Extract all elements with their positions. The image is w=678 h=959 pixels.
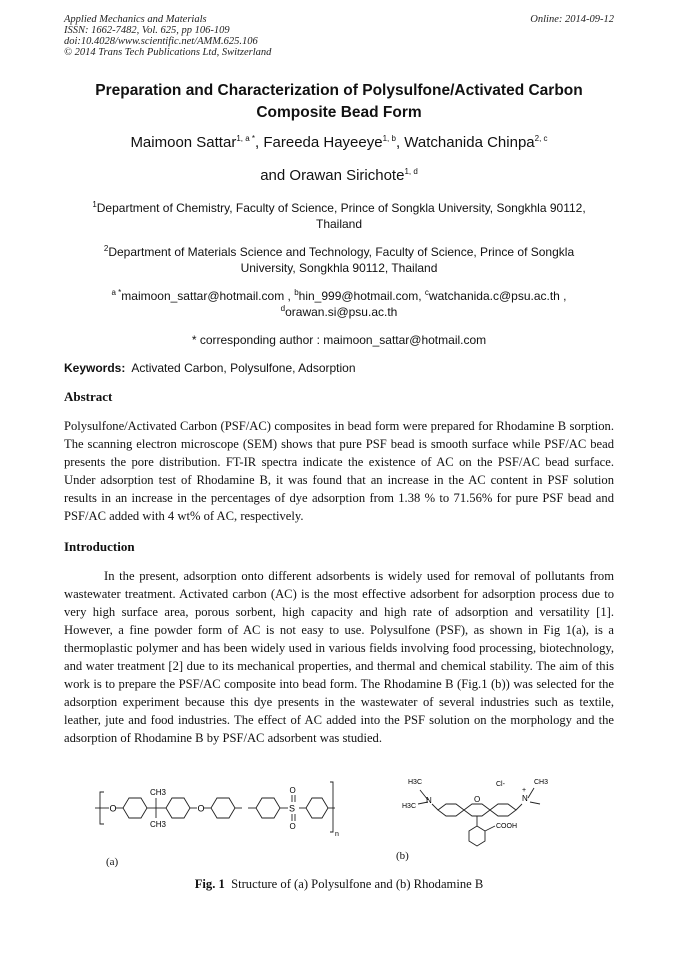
authors-line-2 — [40, 166, 638, 186]
keywords — [64, 360, 356, 376]
affiliation-text: Department of Chemistry, Faculty of Science, Prince of Songkla University, Songkhla 90112, — [96, 201, 586, 215]
email-sup: b — [294, 288, 299, 297]
abstract-text: Polysulfone/Activated Carbon (PSF/AC) composites in bead form were prepared for Rhodamine B sorption. The scanning electron microscope (SEM) shows that pure PSF bead is smooth surface while PSF/AC bead presents the pore distribution. FT-IR spectra indicate the existence of AC on the PSF/AC bead surface. Under adsorption test of Rhodamine B, it was found that an increase in the AC content in PSF solution results in an increase in the percentages of dye adsorption from 1.38 % to 71.56% for pure PSF bead and PSF/AC added with 4 wt% of AC, respectively. — [64, 419, 614, 523]
abstract-heading: Abstract — [64, 389, 113, 404]
paper-title — [40, 80, 638, 124]
keywords-label: Keywords: — [64, 361, 126, 375]
rhb-atom: N — [426, 796, 432, 805]
email-a: maimoon_sattar@hotmail.com , — [121, 289, 291, 303]
psf-atom: O — [289, 786, 296, 795]
psf-atom: O — [197, 803, 205, 814]
rhb-atom: CH3 — [534, 779, 549, 786]
rhb-atom: N — [522, 794, 528, 803]
title-line-2: Composite Bead Form — [256, 104, 422, 121]
journal-name: Applied Mechanics and Materials — [64, 14, 207, 25]
author-sup: 2, c — [534, 134, 548, 143]
doi: doi:10.4028/www.scientific.net/AMM.625.106 — [64, 36, 258, 47]
rhb-atom: H3C — [408, 779, 423, 786]
email-b: hin_999@hotmail.com, — [298, 289, 422, 303]
email-sup: a * — [111, 288, 122, 297]
online-date: Online: 2014-09-12 — [530, 14, 614, 25]
psf-atom: CH3 — [150, 820, 167, 829]
affiliation-2 — [40, 244, 638, 276]
figure-label-b: (b) — [396, 850, 409, 862]
rhb-atom: Cl- — [496, 781, 505, 788]
figure-caption-label: Fig. 1 — [194, 877, 225, 891]
title-line-1: Preparation and Characterization of Polysulfone/Activated Carbon — [95, 82, 583, 99]
figure-caption — [64, 877, 614, 892]
affiliation-text: Department of Materials Science and Technology, Faculty of Science, Prince of Songkla — [108, 245, 575, 259]
rhodamine-b-structure — [398, 772, 568, 864]
author-name: and Orawan Sirichote — [260, 167, 405, 184]
affiliation-sup: 1 — [92, 200, 97, 209]
emails — [40, 288, 638, 320]
psf-atom: O — [109, 803, 117, 814]
keywords-text: Activated Carbon, Polysulfone, Adsorption — [131, 361, 356, 375]
affiliation-1 — [40, 200, 638, 232]
introduction-heading: Introduction — [64, 539, 135, 554]
psf-atom: CH3 — [150, 788, 167, 797]
introduction-text: In the present, adsorption onto different adsorbents is widely used for removal of pollutants from wastewater treatment. Activated carbon (AC) is the most effective adsorbent for adsorption process due to very high surface area, porous sorbent, high capacity and high rate of adsorption and versatility [1]. However, a fine powder form of AC is not easy to use. Polysulfone (PSF), as shown in Fig 1(a), is a thermoplastic polymer and has been widely used in various fields involving food processing, biotechnology, and water treatment [2] due to its mechanical properties, and thermal and chemical stability. The aim of this work is to prepare the PSF/AC composite into bead form. The Rhodamine B (Fig.1 (b)) was selected for the adsorption experiment because this dye presents in the wastewater of several industries such as textile, leather, jute and food industries. The effect of AC added into the PSF solution on the morphology and the adsorption of Rhodamine B by PSF/AC adsorbent was studied. — [64, 569, 614, 745]
authors-line-1 — [40, 133, 638, 153]
email-sup: c — [424, 288, 429, 297]
author-sup: 1, a * — [236, 134, 256, 143]
affiliation-text: Thailand — [315, 217, 363, 231]
rhb-atom: COOH — [496, 823, 517, 830]
copyright: © 2014 Trans Tech Publications Ltd, Switzerland — [64, 47, 272, 58]
polysulfone-structure — [92, 778, 338, 840]
email-d: orawan.si@psu.ac.th — [285, 305, 398, 319]
author-sup: 1, d — [404, 167, 418, 176]
author-sup: 1, b — [382, 134, 396, 143]
email-sup: d — [280, 304, 286, 313]
issn: ISSN: 1662-7482, Vol. 625, pp 106-109 — [64, 25, 230, 36]
author-name: , Watchanida Chinpa — [395, 134, 535, 151]
email-c: watchanida.c@psu.ac.th , — [428, 289, 567, 303]
affiliation-text: University, Songkhla 90112, Thailand — [240, 261, 438, 275]
corresponding-author: * corresponding author : maimoon_sattar@hotmail.com — [191, 333, 487, 347]
psf-atom: S — [289, 803, 296, 814]
rhb-atom: O — [474, 795, 481, 804]
psf-atom: O — [289, 822, 296, 831]
author-name: , Fareeda Hayeeye — [255, 134, 383, 151]
rhb-atom: + — [522, 787, 527, 794]
psf-atom: n — [335, 831, 339, 838]
rhb-atom: H3C — [402, 803, 417, 810]
figure-label-a: (a) — [106, 856, 119, 868]
figure-caption-text: Structure of (a) Polysulfone and (b) Rhodamine B — [231, 877, 484, 891]
affiliation-sup: 2 — [103, 244, 109, 253]
author-name: Maimoon Sattar — [130, 134, 237, 151]
